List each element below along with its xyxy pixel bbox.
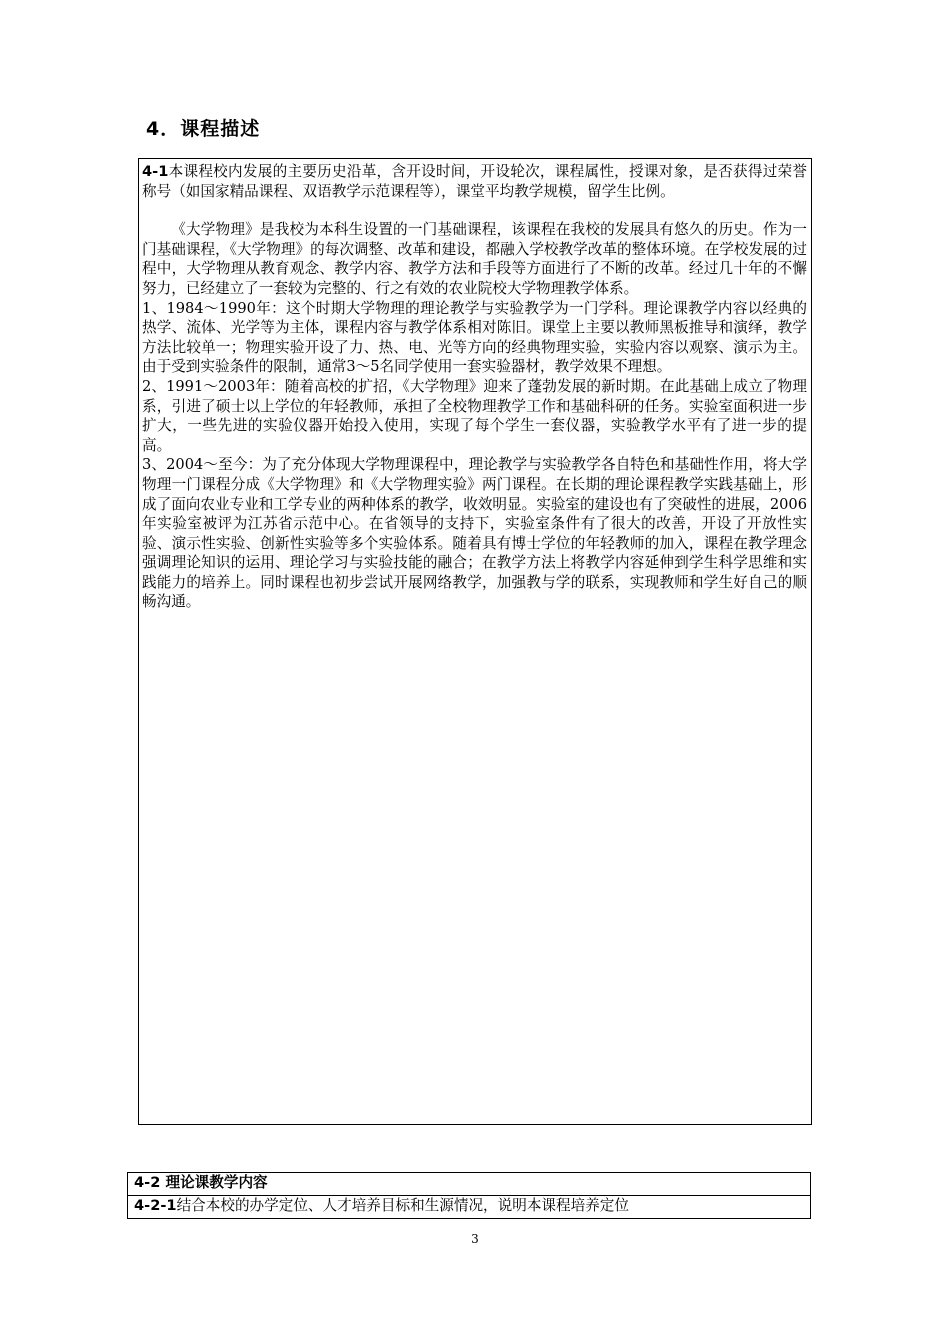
question-label: 4-1 <box>142 163 169 180</box>
question-4-1 <box>142 162 807 201</box>
period-paragraph-1: 1、1984～1990年：这个时期大学物理的理论教学与实验教学为一门学科。理论课教学内容以经典的热学、流体、光学等为主体，课程内容与教学体系相对陈旧。课堂上主要以教师黑板推导和演绎，教学方法比较单一；物理实验开设了力、热、电、光等方向的经典物理实验，实验内容以观察、演示为主。由于受到实验条件的限制，通常3～5名同学使用一套实验器材，教学效果不理想。 <box>142 299 807 376</box>
course-history-box <box>138 158 812 1125</box>
theory-content-table <box>127 1172 811 1219</box>
period-paragraph-3: 3、2004～至今：为了充分体现大学物理课程中，理论教学与实验教学各自特色和基础性作用，将大学物理一门课程分成《大学物理》和《大学物理实验》两门课程。在长期的理论课程教学实践基础上，形成了面向农业专业和工学专业的两种体系的教学，收效明显。实验室的建设也有了突破性的进展，2006年实验室被评为江苏省示范中心。在省领导的支持下，实验室条件有了很大的改善，开设了开放性实验、演示性实验、创新性实验等多个实验体系。随着具有博士学位的年轻教师的加入，课程在教学理念强调理论知识的运用、理论学习与实验技能的融合；在教学方法上将教学内容延伸到学生科学思维和实践能力的培养上。同时课程也初步尝试开展网络教学，加强教与学的联系，实现教师和学生好自己的顺畅沟通。 <box>142 456 807 611</box>
table-row <box>128 1173 811 1196</box>
question-4-2-1-cell <box>128 1196 811 1219</box>
question-text: 结合本校的办学定位、人才培养目标和生源情况，说明本课程培养定位 <box>176 1197 629 1214</box>
intro-paragraph: 《大学物理》是我校为本科生设置的一门基础课程，该课程在我校的发展具有悠久的历史。作为一门基础课程，《大学物理》的每次调整、改革和建设，都融入学校教学改革的整体环境。在学校发展的过程中，大学物理从教育观念、教学内容、教学方法和手段等方面进行了不断的改革。经过几十年的不懈努力，已经建立了一套较为完整的、行之有效的农业院校大学物理教学体系。 <box>142 221 807 297</box>
question-text: 本课程校内发展的主要历史沿革，含开设时间，开设轮次，课程属性，授课对象，是否获得过荣誉称号（如国家精品课程、双语教学示范课程等），课堂平均教学规模，留学生比例。 <box>142 163 807 200</box>
paragraph-spacer <box>142 201 807 220</box>
question-label: 4-2 <box>134 1174 161 1191</box>
page-number: 3 <box>471 1232 479 1246</box>
period-paragraph-2: 2、1991～2003年：随着高校的扩招，《大学物理》迎来了蓬勃发展的新时期。在此基础上成立了物理系，引进了硕士以上学位的年轻教师，承担了全校物理教学工作和基础科研的任务。实验室面积进一步扩大，一些先进的实验仪器开始投入使用，实现了每个学生一套仪器，实验教学水平有了进一步的提高。 <box>142 377 807 454</box>
question-title: 理论课教学内容 <box>165 1174 268 1191</box>
question-4-2-cell <box>128 1173 811 1196</box>
section-title: 4．课程描述 <box>146 118 261 140</box>
question-label: 4-2-1 <box>134 1197 177 1214</box>
table-row <box>128 1196 811 1219</box>
